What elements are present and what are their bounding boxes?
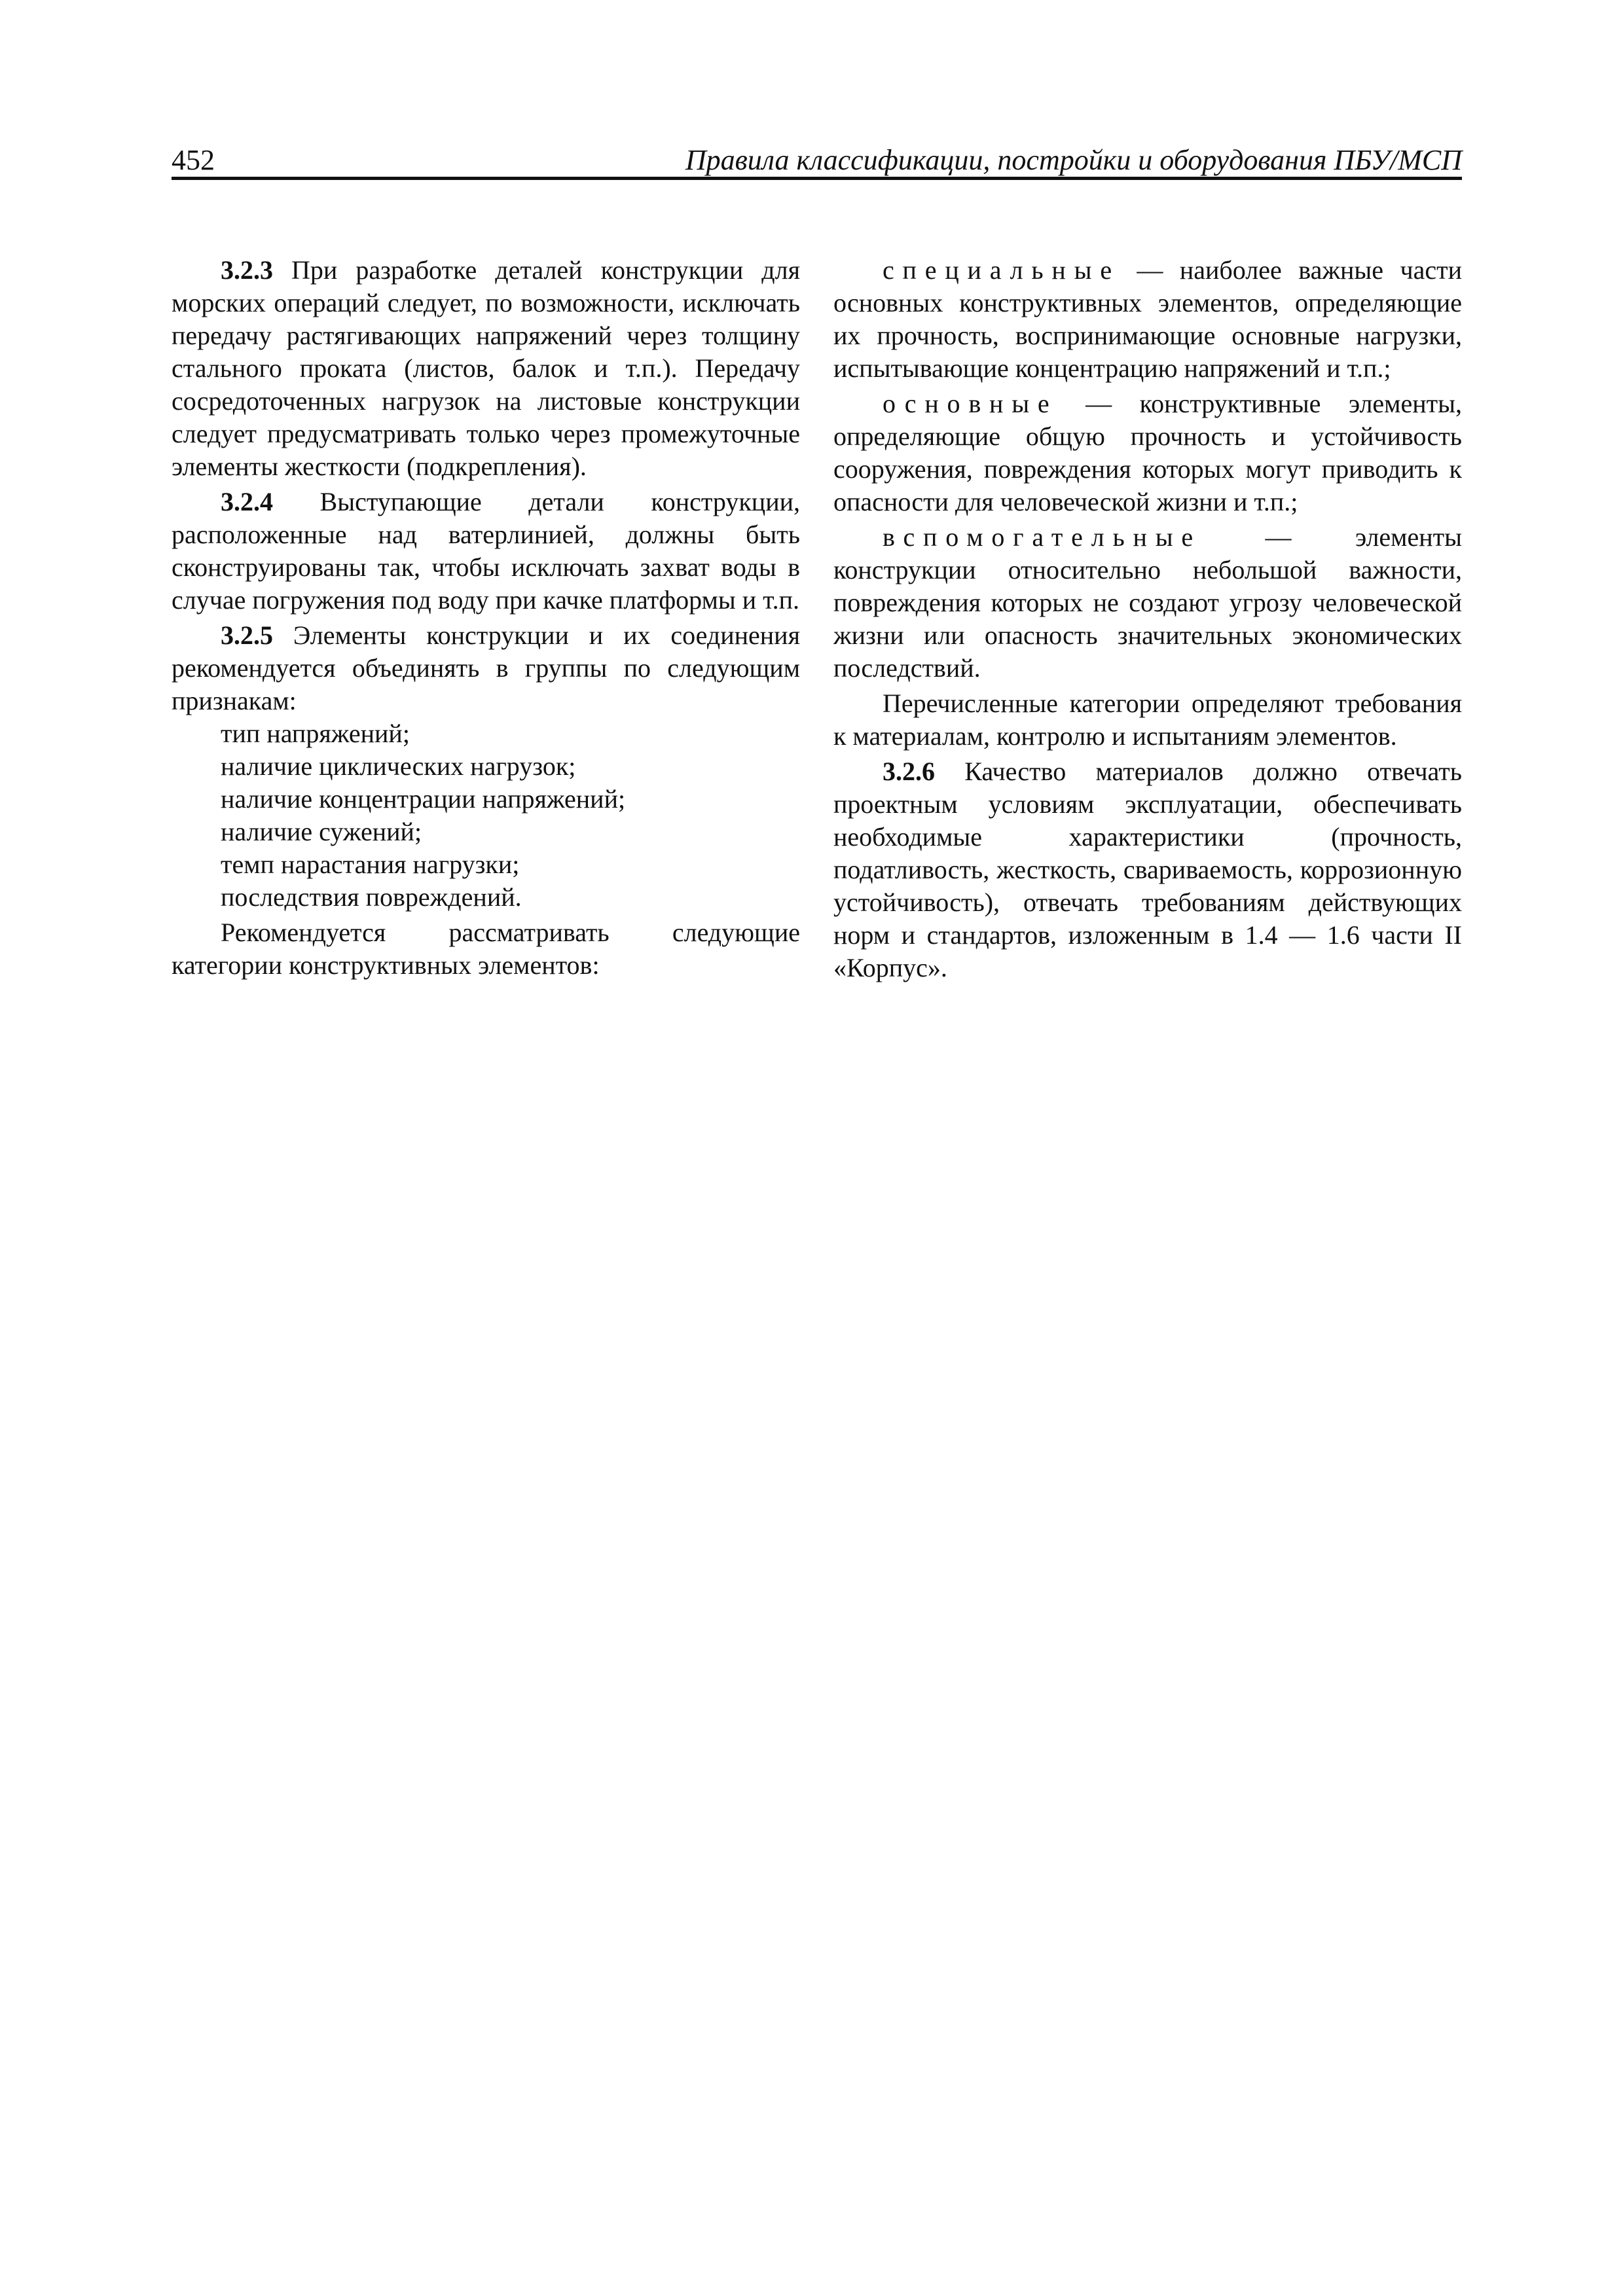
section-number: 3.2.5 (221, 620, 273, 650)
paragraph-categories-intro: Рекомендуется рассматривать следующие категории конструктивных элементов: (172, 918, 800, 980)
paragraph-3-2-6 (833, 755, 1462, 984)
paragraph-3-2-3 (172, 254, 800, 483)
section-number: 3.2.3 (221, 255, 273, 285)
category-auxiliary (833, 521, 1462, 685)
paragraph-text: Выступающие детали конструкции, расположенные над ватерлинией, должны быть сконструированы так, чтобы исключать захват воды в случае погружения под воду при качке платформы и т.п. (172, 487, 800, 615)
category-description: — конструктивные элементы, определяющие общую прочность и устойчивость сооружения, повреждения которых могут приводить к опасности для человеческой жизни и т.п.; (833, 389, 1462, 516)
list-item: наличие сужений; (221, 817, 422, 846)
section-number: 3.2.6 (883, 757, 935, 786)
paragraph-categories-note: Перечисленные категории определяют требования к материалам, контролю и испытаниям элементов. (833, 689, 1462, 751)
list-item: темп нарастания нагрузки; (221, 850, 520, 879)
right-column (833, 254, 1462, 984)
header-rule (172, 177, 1462, 180)
list-item: наличие концентрации напряжений; (221, 784, 626, 814)
page-header (172, 143, 1462, 181)
paragraph-text: Качество материалов должно отвечать проектным условиям эксплуатации, обеспечивать необходимые характеристики (прочность, податливость, жесткость, свариваемость, коррозионную устойчивость), отвечать требованиям действующих норм и стандартов, изложенным в 1.4 — 1.6 части II «Корпус». (833, 757, 1462, 982)
page-number: 452 (172, 144, 215, 176)
category-main (833, 387, 1462, 518)
running-title: Правила классификации, постройки и оборудования ПБУ/МСП (685, 144, 1462, 176)
paragraph-text: Элементы конструкции и их соединения рекомендуется объединять в группы по следующим признакам: (172, 620, 800, 715)
list-item: наличие циклических нагрузок; (221, 751, 576, 781)
left-column (172, 254, 800, 982)
category-description: — элементы конструкции относительно небольшой важности, повреждения которых не создают угрозу человеческой жизни или опасность значительных экономических последствий. (833, 522, 1462, 683)
category-term: вспомогательные (883, 522, 1201, 552)
paragraph-3-2-4 (172, 486, 800, 617)
category-term: основные (883, 389, 1058, 418)
paragraph-text: При разработке деталей конструкции для морских операций следует, по возможности, исключать передачу растягивающих напряжений через толщину стального проката (листов, балок и т.п.). Передачу сосредоточенных нагрузок на листовые конструкции следует предусматривать только через промежуточные элементы жесткости (подкрепления). (172, 255, 800, 481)
category-description: — наиболее важные части основных конструктивных элементов, определяющие их прочность, воспринимающие основные нагрузки, испытывающие концентрацию напряжений и т.п.; (833, 255, 1462, 383)
category-term: специальные (883, 255, 1120, 285)
section-number: 3.2.4 (221, 487, 273, 516)
list-item: последствия повреждений. (221, 882, 522, 912)
category-special (833, 254, 1462, 385)
paragraph-3-2-5 (172, 619, 800, 717)
list-item: тип напряжений; (221, 719, 410, 748)
